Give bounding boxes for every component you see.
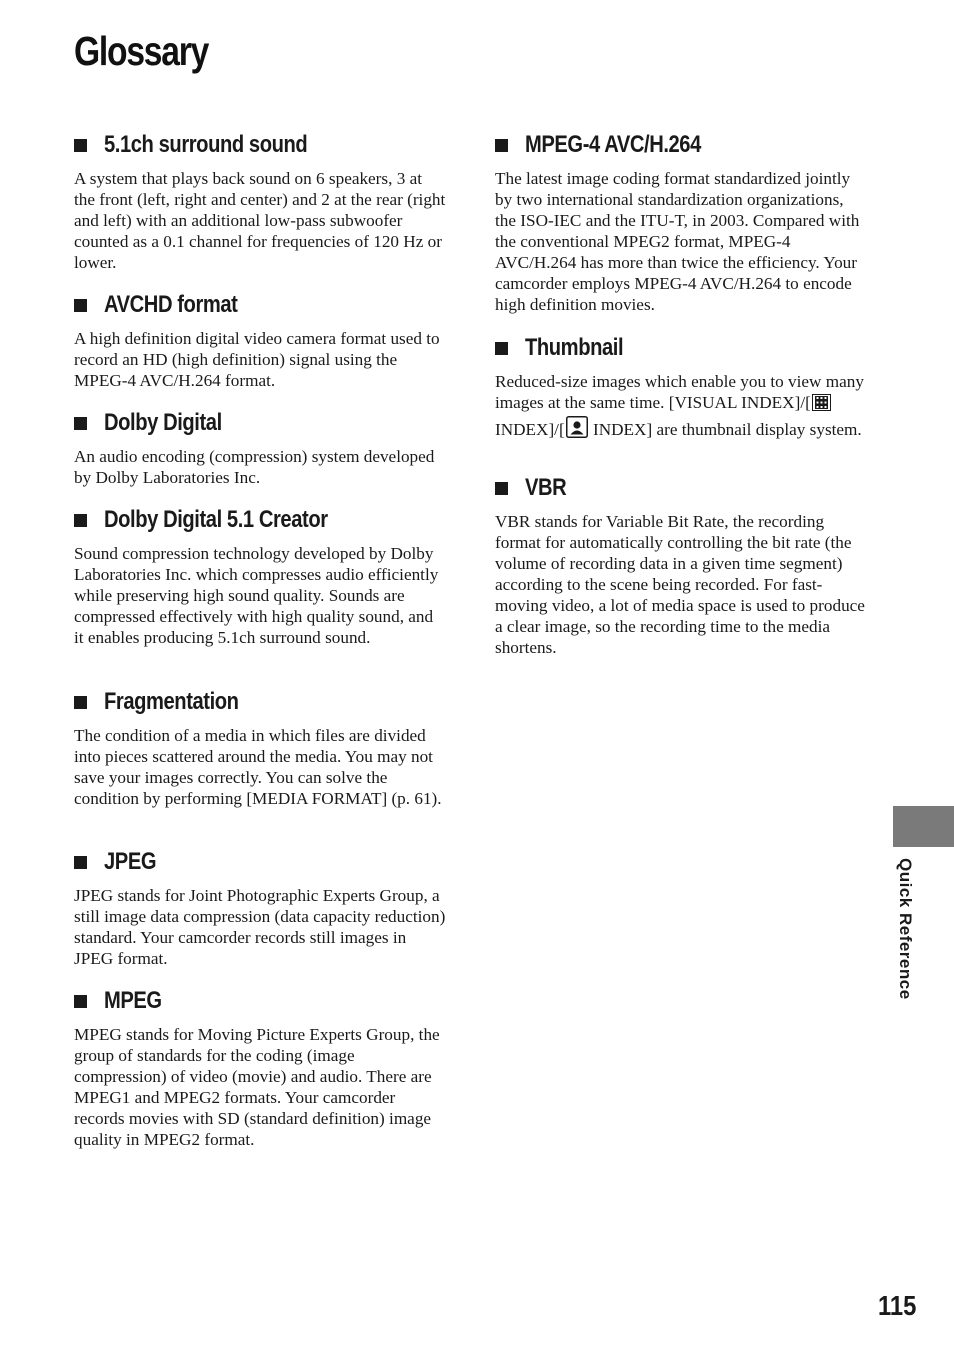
square-bullet-icon: [74, 139, 87, 152]
glossary-entry: [74, 291, 446, 409]
glossary-entry: [74, 987, 446, 1150]
section-tab-marker: [893, 806, 954, 847]
square-bullet-icon: [74, 696, 87, 709]
glossary-entry: [74, 131, 446, 291]
entry-body: Sound compression technology developed by Dolby Laboratories Inc. which compresses audio efficiently while preserving high sound quality. Sounds are compressed effectively with high quality sound, and it enables producing 5.1ch surround sound.: [74, 544, 439, 647]
square-bullet-icon: [74, 995, 87, 1008]
square-bullet-icon: [74, 856, 87, 869]
entry-heading: JPEG: [74, 848, 446, 876]
page-number: 115: [878, 1290, 917, 1321]
right-column: [495, 131, 867, 658]
face-index-icon: [566, 416, 588, 443]
entry-heading: 5.1ch surround sound: [74, 131, 446, 159]
entry-body: VBR stands for Variable Bit Rate, the recording format for automatically controlling the bit rate (the volume of recording data in a given time segment) according to the scene being recorded. For fast-moving video, a lot of media space is used to produce a clear image, so the recording time to the media shortens.: [495, 512, 865, 657]
entry-body: A system that plays back sound on 6 speakers, 3 at the front (left, right and center) and 2 at the rear (right and left) with an additional low-pass subwoofer counted as a 0.1 channel for frequencies of 120 Hz or lower.: [74, 169, 446, 272]
glossary-entry: [495, 474, 867, 658]
entry-body: The latest image coding format standardized jointly by two international standardization organizations, the ISO-IEC and the ITU-T, in 2003. Compared with the conventional MPEG2 format, MPEG-4 AVC/H.264 has more than twice the efficiency. Your camcorder employs MPEG-4 AVC/H.264 to encode high definition movies.: [495, 169, 860, 314]
entry-body: MPEG stands for Moving Picture Experts Group, the group of standards for the coding (image compression) of video (movie) and audio. There are MPEG1 and MPEG2 formats. Your camcorder records movies with SD (standard definition) image quality in MPEG2 format.: [74, 1025, 440, 1149]
left-column: [74, 131, 446, 1150]
glossary-entry: [74, 409, 446, 506]
glossary-entry: [74, 848, 446, 987]
entry-body: An audio encoding (compression) system developed by Dolby Laboratories Inc.: [74, 447, 435, 487]
entry-body: The condition of a media in which files are divided into pieces scattered around the media. You may not save your images correctly. You can solve the condition by performing [MEDIA FORMAT] (p. 61).: [74, 726, 442, 808]
entry-heading: AVCHD format: [74, 291, 446, 319]
entry-heading: VBR: [495, 474, 867, 502]
film-roll-icon: [812, 394, 831, 416]
entry-heading: MPEG-4 AVC/H.264: [495, 131, 867, 159]
entry-body: JPEG stands for Joint Photographic Experts Group, a still image data compression (data capacity reduction) standard. Your camcorder records still images in JPEG format.: [74, 886, 446, 968]
section-side-label: Quick Reference: [896, 858, 915, 1000]
square-bullet-icon: [495, 139, 508, 152]
page-title: Glossary: [74, 28, 209, 74]
glossary-entry: [495, 334, 867, 474]
entry-heading: Thumbnail: [495, 334, 867, 362]
entry-body: A high definition digital video camera format used to record an HD (high definition) signal using the MPEG-4 AVC/H.264 format.: [74, 329, 440, 390]
entry-heading: Dolby Digital: [74, 409, 446, 437]
entry-heading: Fragmentation: [74, 688, 446, 716]
square-bullet-icon: [495, 482, 508, 495]
glossary-entry: [74, 688, 446, 848]
square-bullet-icon: [74, 514, 87, 527]
square-bullet-icon: [495, 342, 508, 355]
glossary-entry: [495, 131, 867, 334]
square-bullet-icon: [74, 299, 87, 312]
entry-body: Reduced-size images which enable you to view many images at the same time. [VISUAL INDEX]/[ INDEX]/[ INDEX] are thumbnail display system.: [495, 371, 867, 443]
square-bullet-icon: [74, 417, 87, 430]
entry-heading: Dolby Digital 5.1 Creator: [74, 506, 446, 534]
entry-heading: MPEG: [74, 987, 446, 1015]
glossary-entry: [74, 506, 446, 688]
